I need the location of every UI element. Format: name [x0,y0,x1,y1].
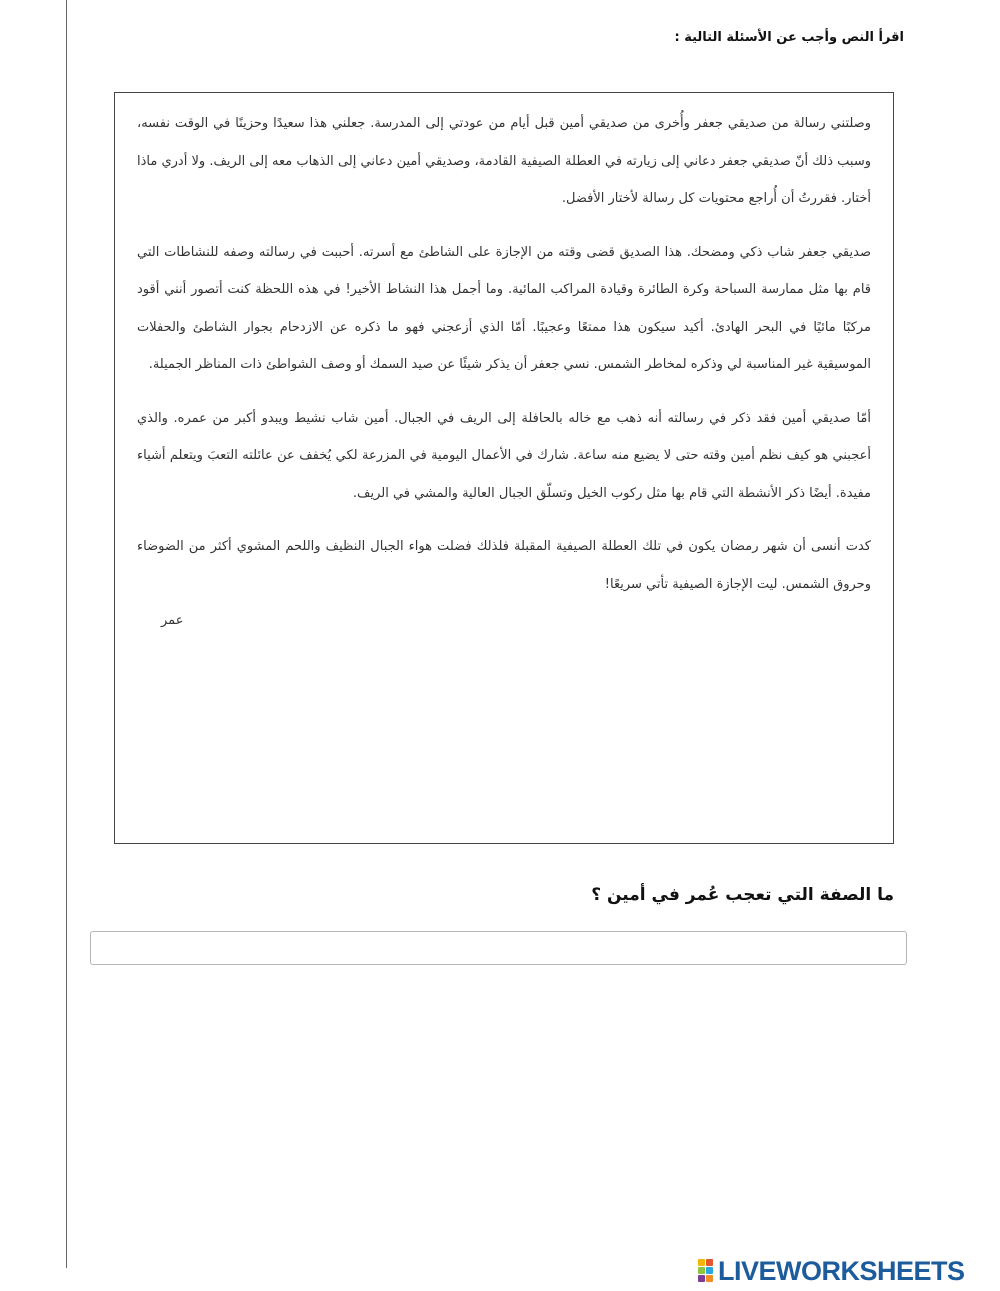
logo-tile-1 [698,1259,705,1266]
logo-tile-4 [706,1267,713,1274]
passage-signature: عمر [161,613,184,628]
logo-tile-5 [698,1275,705,1282]
passage-paragraph-4: كدت أنسى أن شهر رمضان يكون في تلك العطلة الصيفية المقبلة فلذلك فضلت هواء الجبال النظيف واللحم المشوي أكثر من الضوضاء وحروق الشمس. ليت الإجازة الصيفية تأتي سريعًا! [137,539,871,592]
logo-tile-2 [706,1259,713,1266]
passage-paragraph-1: وصلتني رسالة من صديقي جعفر وأُخرى من صديقي أمين قبل أيام من عودتي إلى المدرسة. جعلني هذا سعيدًا وحزينًا في الوقت نفسه، وسبب ذلك أنّ صديقي جعفر دعاني إلى زيارته في العطلة الصيفية القادمة، وصديقي أمين دعاني إلى الذهاب معه إلى الريف. ولا أدري ماذا أختار. فقررتُ أن أُراجع محتويات كل رسالة لأختار الأفضل. [137,116,871,206]
logo-tile-6 [706,1275,713,1282]
passage-box [114,92,894,844]
question-text: ما الصفة التي تعجب عُمر في أمين ؟ [591,885,894,905]
liveworksheets-logo [698,1257,965,1285]
liveworksheets-logo-icon [698,1259,714,1283]
passage-paragraph-2: صديقي جعفر شاب ذكي ومضحك. هذا الصديق قضى وقته من الإجازة على الشاطئ مع أسرته. أحببت في رسالته وصفه للنشاطات التي قام بها مثل ممارسة السباحة وكرة الطائرة وقيادة المراكب المائية. وما أجمل هذا النشاط الأخير! في هذه اللحظة كنت أتصور أنني أقود مركبًا مائيًا في البحر الهادئ. أكيد سيكون هذا ممتعًا وعجيبًا. أمّا الذي أزعجني فهو ما ذكره عن الازدحام بجوار الشاطئ والحفلات الموسيقية غير المناسبة لي وذكره لمخاطر الشمس. نسي جعفر أن يذكر شيئًا عن صيد السمك أو وصف الشواطئ ذات المناظر الجميلة. [137,244,871,372]
logo-tile-3 [698,1267,705,1274]
answer-input[interactable] [90,931,907,965]
liveworksheets-brand-text: LIVEWORKSHEETS [718,1255,965,1286]
page-left-rule [66,0,67,1268]
passage-paragraph-3: أمّا صديقي أمين فقد ذكر في رسالته أنه ذهب مع خاله بالحافلة إلى الريف في الجبال. أمين شاب نشيط ويبدو أكبر من عمره. والذي أعجبني هو كيف نظم أمين وقته حتى لا يضيع منه ساعة. شارك في الأعمال اليومية في المزرعة لكي يُخفف عن عائلته التعبَ ويتعلم أشياء مفيدة. أيضًا ذكر الأنشطة التي قام بها مثل ركوب الخيل وتسلّق الجبال العالية والمشي في الريف. [137,410,871,501]
instruction-text: اقرأ النص وأجب عن الأسئلة التالية : [674,30,904,45]
